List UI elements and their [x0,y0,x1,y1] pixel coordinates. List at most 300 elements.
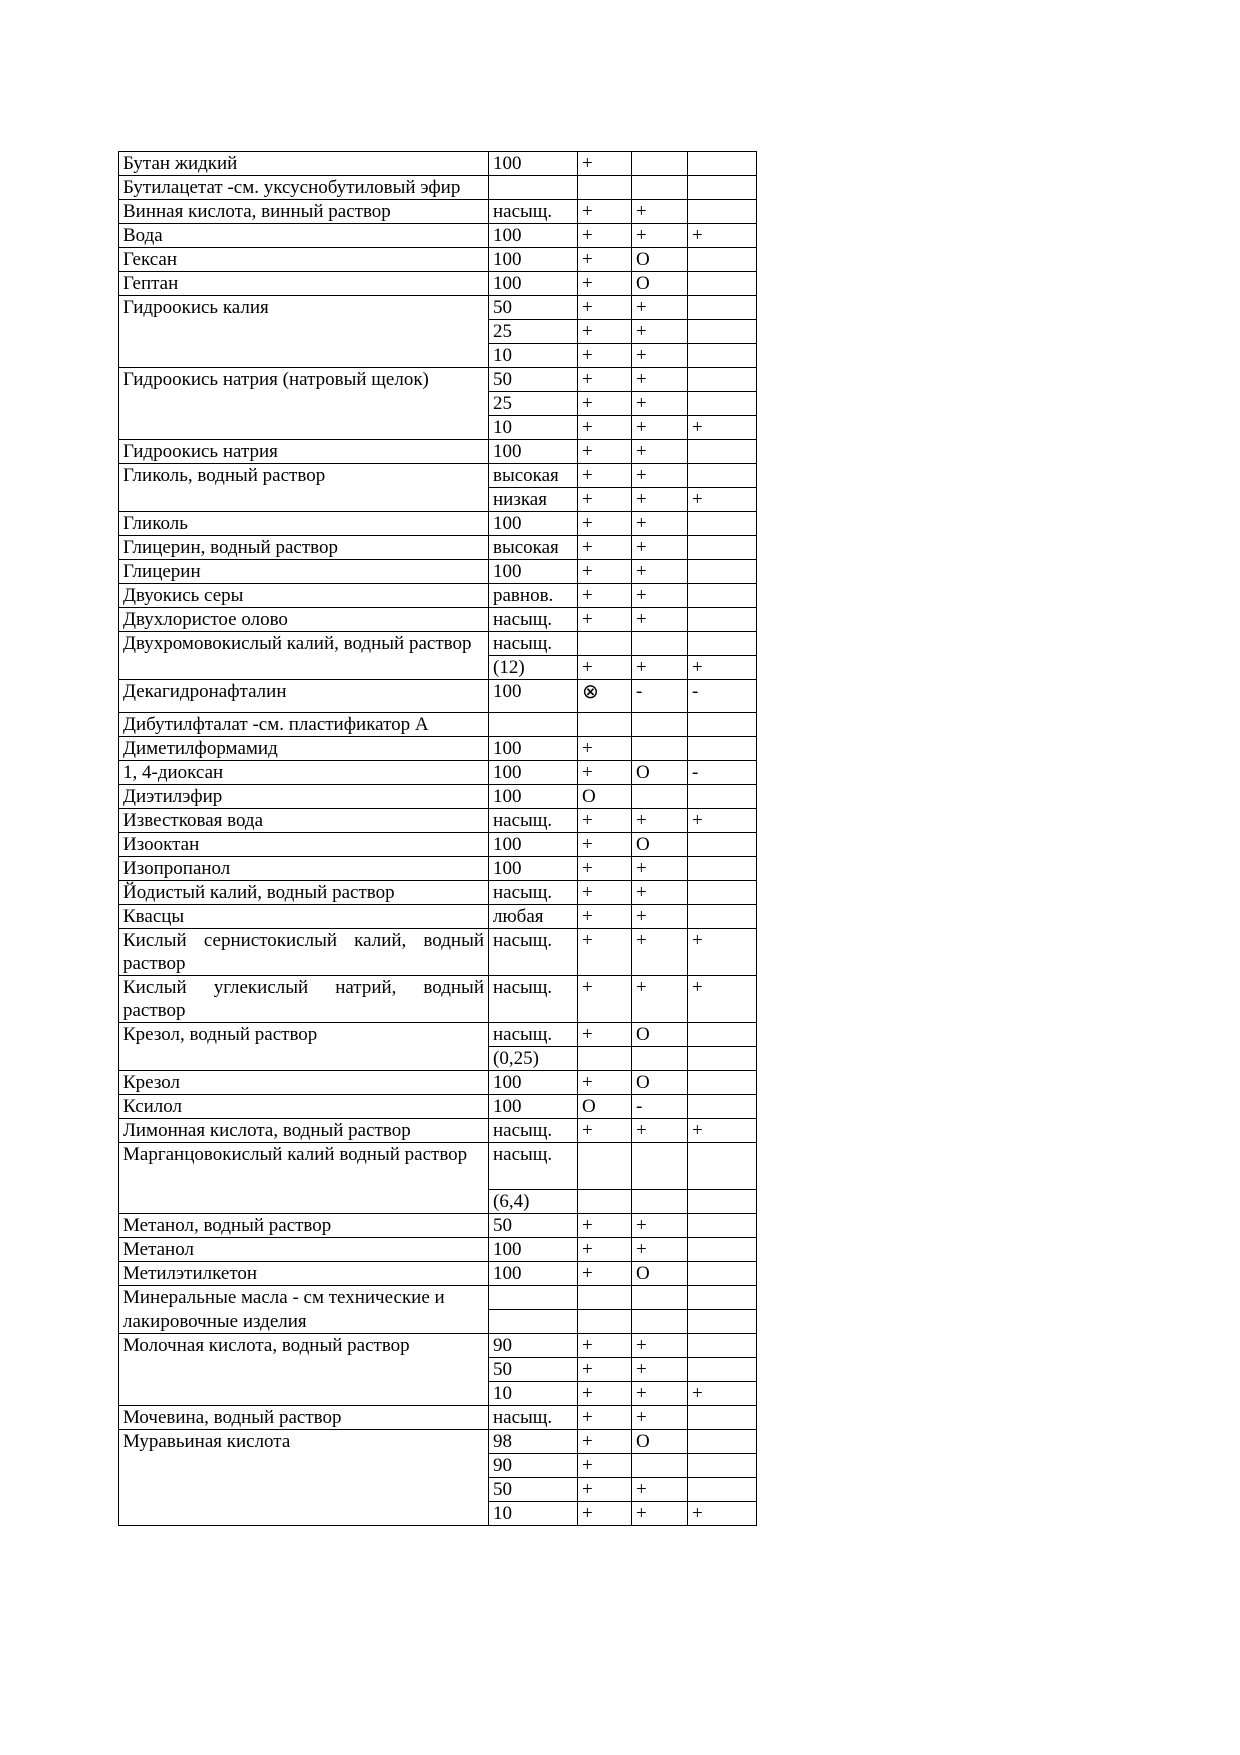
table-row [119,785,757,809]
substance-name: Бутилацетат -см. уксуснобутиловый эфир [119,176,489,200]
rating-cell-3 [688,584,757,608]
rating-cell-2: О [632,1262,688,1286]
table-row [119,680,757,713]
rating-cell-2: + [632,536,688,560]
rating-cell-3: + [688,1502,757,1526]
substance-name: Бутан жидкий [119,152,489,176]
rating-cell-1: + [578,440,632,464]
concentration-cell: (12) [489,656,578,680]
substance-name: Ксилол [119,1095,489,1119]
rating-cell-3 [688,1190,757,1214]
rating-cell-2: + [632,881,688,905]
substance-name: Винная кислота, винный раствор [119,200,489,224]
rating-cell-3: + [688,1119,757,1143]
rating-cell-3 [688,1334,757,1358]
rating-cell-1: + [578,608,632,632]
table-row [119,224,757,248]
rating-cell-1: + [578,1478,632,1502]
rating-cell-3 [688,1047,757,1071]
rating-cell-2: + [632,1406,688,1430]
concentration-cell: насыщ. [489,1119,578,1143]
rating-cell-1: + [578,1358,632,1382]
concentration-cell: (6,4) [489,1190,578,1214]
rating-cell-1: + [578,152,632,176]
rating-cell-1: + [578,1262,632,1286]
rating-cell-1: + [578,809,632,833]
concentration-cell: насыщ. [489,1023,578,1047]
table-row [119,713,757,737]
rating-cell-2 [632,1310,688,1334]
concentration-cell: 50 [489,1358,578,1382]
concentration-cell [489,176,578,200]
rating-cell-1 [578,1286,632,1310]
substance-name: Муравьиная кислота [119,1430,489,1526]
concentration-cell: любая [489,905,578,929]
rating-cell-1: + [578,272,632,296]
rating-cell-2: - [632,1095,688,1119]
rating-cell-3 [688,512,757,536]
table-row [119,440,757,464]
table-row [119,1310,757,1334]
rating-cell-2: + [632,320,688,344]
rating-cell-2: + [632,296,688,320]
concentration-cell: 100 [489,224,578,248]
rating-cell-1 [578,1190,632,1214]
table-row [119,976,757,1023]
table-row [119,1095,757,1119]
rating-cell-3 [688,1478,757,1502]
concentration-cell: 100 [489,785,578,809]
rating-cell-3 [688,464,757,488]
substance-name: 1, 4-диоксан [119,761,489,785]
table-row [119,1143,757,1190]
table-row [119,1334,757,1358]
table-row [119,584,757,608]
table-row [119,272,757,296]
rating-cell-2: + [632,512,688,536]
concentration-cell: 100 [489,440,578,464]
substance-name: Крезол [119,1071,489,1095]
concentration-cell: 100 [489,512,578,536]
rating-cell-1: + [578,200,632,224]
concentration-cell: 100 [489,857,578,881]
rating-cell-3: + [688,416,757,440]
rating-cell-2: + [632,224,688,248]
rating-cell-1: + [578,1502,632,1526]
rating-cell-1: + [578,416,632,440]
table-row [119,1430,757,1454]
rating-cell-3 [688,632,757,656]
rating-cell-1: ⊗ [578,680,632,713]
concentration-cell: насыщ. [489,632,578,656]
rating-cell-3: - [688,761,757,785]
concentration-cell: насыщ. [489,1406,578,1430]
rating-cell-3: + [688,1382,757,1406]
rating-cell-3 [688,368,757,392]
rating-cell-3 [688,1214,757,1238]
concentration-cell: 25 [489,320,578,344]
substance-name: Йодистый калий, водный раствор [119,881,489,905]
concentration-cell: 100 [489,1262,578,1286]
concentration-cell: 98 [489,1430,578,1454]
rating-cell-1: О [578,785,632,809]
substance-name: Двухлористое олово [119,608,489,632]
rating-cell-2: О [632,1430,688,1454]
rating-cell-3 [688,905,757,929]
concentration-cell: 100 [489,680,578,713]
substance-name: Диэтилэфир [119,785,489,809]
rating-cell-3 [688,857,757,881]
rating-cell-2: + [632,1478,688,1502]
rating-cell-1: + [578,1454,632,1478]
rating-cell-1: + [578,1023,632,1047]
rating-cell-2: + [632,368,688,392]
concentration-cell: высокая [489,464,578,488]
rating-cell-3 [688,200,757,224]
rating-cell-3: + [688,656,757,680]
rating-cell-2: + [632,1119,688,1143]
table-row [119,833,757,857]
substance-name: Квасцы [119,905,489,929]
rating-cell-2 [632,1454,688,1478]
rating-cell-1 [578,176,632,200]
rating-cell-3 [688,1095,757,1119]
rating-cell-3 [688,296,757,320]
table-body [119,152,757,1526]
rating-cell-1: + [578,929,632,976]
substance-name: Дибутилфталат -см. пластификатор А [119,713,489,737]
rating-cell-1: + [578,560,632,584]
rating-cell-2: О [632,761,688,785]
rating-cell-2: + [632,809,688,833]
resistance-table [118,151,757,1526]
rating-cell-2 [632,1143,688,1190]
rating-cell-2 [632,152,688,176]
table-row [119,512,757,536]
table-row [119,200,757,224]
rating-cell-1: + [578,464,632,488]
rating-cell-2: О [632,1023,688,1047]
concentration-cell: насыщ. [489,809,578,833]
rating-cell-2: О [632,248,688,272]
rating-cell-1 [578,632,632,656]
concentration-cell: насыщ. [489,976,578,1023]
table-row [119,905,757,929]
rating-cell-1: + [578,1119,632,1143]
table-row [119,1071,757,1095]
concentration-cell: 100 [489,152,578,176]
rating-cell-2: + [632,1502,688,1526]
table-row [119,761,757,785]
table-row [119,1406,757,1430]
rating-cell-3 [688,1358,757,1382]
substance-name: Глицерин [119,560,489,584]
rating-cell-2: + [632,1334,688,1358]
substance-name: Лимонная кислота, водный раствор [119,1119,489,1143]
table-row [119,296,757,320]
rating-cell-1: + [578,1334,632,1358]
table-row [119,368,757,392]
rating-cell-2: + [632,416,688,440]
rating-cell-3 [688,560,757,584]
table-row [119,608,757,632]
concentration-cell: 90 [489,1454,578,1478]
substance-name: Молочная кислота, водный раствор [119,1334,489,1406]
table-row [119,152,757,176]
rating-cell-3: - [688,680,757,713]
substance-name: Гидроокись калия [119,296,489,368]
table-row [119,1214,757,1238]
table-row [119,809,757,833]
substance-name: Минеральные масла - см технические и [119,1286,489,1310]
rating-cell-3 [688,176,757,200]
concentration-cell: 100 [489,761,578,785]
rating-cell-2: + [632,488,688,512]
substance-name: Изооктан [119,833,489,857]
rating-cell-1 [578,1143,632,1190]
table-row [119,1286,757,1310]
rating-cell-1: + [578,737,632,761]
rating-cell-2: + [632,464,688,488]
rating-cell-2 [632,785,688,809]
substance-name: Мочевина, водный раствор [119,1406,489,1430]
rating-cell-3 [688,1262,757,1286]
table-row [119,560,757,584]
concentration-cell: 100 [489,1238,578,1262]
concentration-cell: 100 [489,737,578,761]
table-row [119,464,757,488]
rating-cell-2: + [632,857,688,881]
rating-cell-3 [688,536,757,560]
table-row [119,632,757,656]
concentration-cell: насыщ. [489,200,578,224]
rating-cell-3 [688,608,757,632]
rating-cell-3 [688,833,757,857]
rating-cell-2: О [632,1071,688,1095]
substance-name: Гликоль [119,512,489,536]
concentration-cell: 100 [489,248,578,272]
rating-cell-2: + [632,608,688,632]
rating-cell-2 [632,176,688,200]
rating-cell-1: + [578,320,632,344]
rating-cell-1: + [578,512,632,536]
rating-cell-3 [688,392,757,416]
rating-cell-3: + [688,976,757,1023]
concentration-cell: 50 [489,1478,578,1502]
rating-cell-1 [578,1047,632,1071]
concentration-cell: 100 [489,1071,578,1095]
rating-cell-1: + [578,857,632,881]
table-row [119,857,757,881]
concentration-cell: высокая [489,536,578,560]
substance-name: Метанол [119,1238,489,1262]
substance-name: Метилэтилкетон [119,1262,489,1286]
table-row [119,1023,757,1047]
rating-cell-2: О [632,833,688,857]
rating-cell-1: + [578,1238,632,1262]
rating-cell-2: - [632,680,688,713]
rating-cell-2: + [632,584,688,608]
rating-cell-1: + [578,344,632,368]
rating-cell-3 [688,1430,757,1454]
rating-cell-2: + [632,976,688,1023]
concentration-cell: насыщ. [489,929,578,976]
table-row [119,1119,757,1143]
rating-cell-3 [688,1286,757,1310]
concentration-cell: насыщ. [489,1143,578,1190]
rating-cell-1: + [578,368,632,392]
concentration-cell: 50 [489,1214,578,1238]
substance-name: Глицерин, водный раствор [119,536,489,560]
rating-cell-2: + [632,560,688,584]
rating-cell-1: + [578,905,632,929]
rating-cell-2: + [632,1358,688,1382]
substance-name: лакировочные изделия [119,1310,489,1334]
rating-cell-1: + [578,536,632,560]
rating-cell-1: + [578,488,632,512]
rating-cell-3 [688,785,757,809]
rating-cell-3 [688,713,757,737]
table-row [119,176,757,200]
table-row [119,881,757,905]
rating-cell-2: + [632,392,688,416]
concentration-cell: 50 [489,368,578,392]
rating-cell-1: + [578,1382,632,1406]
substance-name: Метанол, водный раствор [119,1214,489,1238]
concentration-cell: 10 [489,344,578,368]
table-row [119,929,757,976]
concentration-cell: 10 [489,416,578,440]
rating-cell-3 [688,1406,757,1430]
concentration-cell: насыщ. [489,608,578,632]
substance-name: Вода [119,224,489,248]
rating-cell-2: + [632,1238,688,1262]
rating-cell-3 [688,881,757,905]
substance-name: Изопропанол [119,857,489,881]
concentration-cell: 10 [489,1382,578,1406]
rating-cell-3 [688,152,757,176]
rating-cell-1: + [578,976,632,1023]
rating-cell-2 [632,1047,688,1071]
substance-name: Гидроокись натрия [119,440,489,464]
rating-cell-1 [578,713,632,737]
rating-cell-2: + [632,200,688,224]
rating-cell-3 [688,248,757,272]
concentration-cell: 50 [489,296,578,320]
concentration-cell: насыщ. [489,881,578,905]
rating-cell-3: + [688,488,757,512]
substance-name: Гидроокись натрия (натровый щелок) [119,368,489,440]
rating-cell-3 [688,1238,757,1262]
rating-cell-3 [688,344,757,368]
rating-cell-3 [688,1143,757,1190]
rating-cell-3 [688,272,757,296]
rating-cell-3 [688,1023,757,1047]
rating-cell-1: + [578,1071,632,1095]
rating-cell-2: + [632,929,688,976]
substance-name: Крезол, водный раствор [119,1023,489,1071]
substance-name: Кислый сернистокислый калий, водный раствор [119,929,489,976]
rating-cell-1: + [578,296,632,320]
concentration-cell: равнов. [489,584,578,608]
rating-cell-1: + [578,248,632,272]
concentration-cell: 25 [489,392,578,416]
table-row [119,248,757,272]
rating-cell-2: + [632,1214,688,1238]
concentration-cell: 100 [489,560,578,584]
rating-cell-1: + [578,833,632,857]
rating-cell-3 [688,440,757,464]
substance-name: Двуокись серы [119,584,489,608]
concentration-cell [489,713,578,737]
table-row [119,737,757,761]
rating-cell-3: + [688,809,757,833]
rating-cell-1: + [578,656,632,680]
substance-name: Известковая вода [119,809,489,833]
rating-cell-3 [688,1310,757,1334]
rating-cell-2: + [632,1382,688,1406]
concentration-cell: 100 [489,1095,578,1119]
substance-name: Двухромовокислый калий, водный раствор [119,632,489,680]
concentration-cell: 10 [489,1502,578,1526]
rating-cell-3 [688,737,757,761]
rating-cell-1: + [578,1214,632,1238]
substance-name: Марганцовокислый калий водный раствор [119,1143,489,1214]
concentration-cell: низкая [489,488,578,512]
rating-cell-3 [688,1454,757,1478]
rating-cell-2: + [632,905,688,929]
substance-name: Гликоль, водный раствор [119,464,489,512]
rating-cell-2 [632,632,688,656]
rating-cell-1: + [578,1406,632,1430]
rating-cell-1: О [578,1095,632,1119]
substance-name: Диметилформамид [119,737,489,761]
rating-cell-2 [632,1286,688,1310]
rating-cell-2: + [632,656,688,680]
concentration-cell: (0,25) [489,1047,578,1071]
substance-name: Гептан [119,272,489,296]
rating-cell-1: + [578,881,632,905]
rating-cell-2 [632,713,688,737]
concentration-cell: 100 [489,272,578,296]
rating-cell-3 [688,320,757,344]
concentration-cell: 90 [489,1334,578,1358]
rating-cell-2: + [632,344,688,368]
rating-cell-3: + [688,224,757,248]
rating-cell-1: + [578,1430,632,1454]
rating-cell-1 [578,1310,632,1334]
rating-cell-2: + [632,440,688,464]
substance-name: Гексан [119,248,489,272]
rating-cell-1: + [578,392,632,416]
table-row [119,1238,757,1262]
rating-cell-1: + [578,584,632,608]
substance-name: Декагидронафталин [119,680,489,713]
rating-cell-2: О [632,272,688,296]
concentration-cell: 100 [489,833,578,857]
substance-name: Кислый углекислый натрий, водный раствор [119,976,489,1023]
concentration-cell [489,1310,578,1334]
rating-cell-2 [632,1190,688,1214]
table-row [119,536,757,560]
rating-cell-1: + [578,224,632,248]
concentration-cell [489,1286,578,1310]
table-row [119,1262,757,1286]
rating-cell-2 [632,737,688,761]
rating-cell-3: + [688,929,757,976]
rating-cell-3 [688,1071,757,1095]
rating-cell-1: + [578,761,632,785]
